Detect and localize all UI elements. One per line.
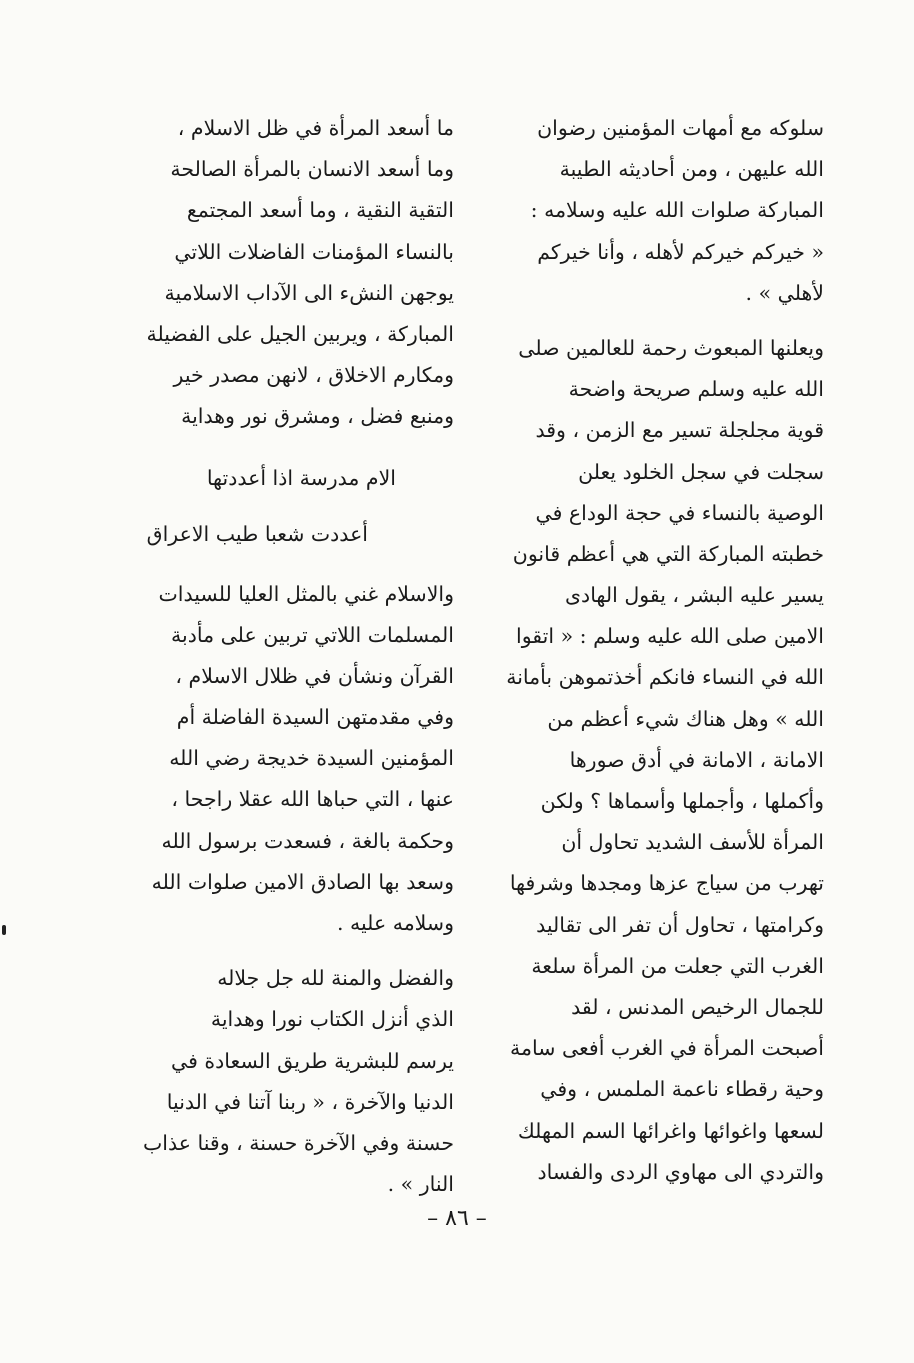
text-line: سلوكه مع أمهات المؤمنين رضوان bbox=[537, 116, 824, 140]
text-line: الدنيا والآخرة ، « ربنا آتنا في الدنيا bbox=[166, 1089, 454, 1114]
right-column bbox=[484, 108, 824, 1193]
text-line: قوية مجلجلة تسير مع الزمن ، وقد bbox=[535, 418, 824, 443]
text-line: وسلامه عليه . bbox=[336, 911, 454, 935]
text-line: ويعلنها المبعوث رحمة للعالمين صلى bbox=[518, 335, 824, 360]
text-line: للجمال الرخيص المدنس ، لقد bbox=[571, 994, 824, 1019]
text-line: الغرب التي جعلت من المرأة سلعة bbox=[531, 953, 824, 978]
text-line: لأهلي » . bbox=[745, 280, 824, 305]
text-line: الامانة ، الامانة في أدق صورها bbox=[569, 747, 824, 772]
page-number: – ٨٦ – bbox=[427, 1206, 487, 1231]
text-line: ما أسعد المرأة في ظل الاسلام ، bbox=[177, 116, 454, 140]
text-line: وأكملها ، وأجملها وأسماها ؟ ولكن bbox=[540, 789, 824, 813]
text-line: « خيركم خيركم لأهله ، وأنا خيركم bbox=[537, 239, 824, 264]
text-line: لسعها واغوائها واغرائها السم المهلك bbox=[517, 1118, 824, 1143]
text-line: المرأة للأسف الشديد تحاول أن bbox=[561, 830, 824, 855]
text-line: وحية رقطاء ناعمة الملمس ، وفي bbox=[540, 1077, 824, 1102]
text-line: بالنساء المؤمنات الفاضلات اللاتي bbox=[174, 239, 454, 264]
text-line: وحكمة بالغة ، فسعدت برسول الله bbox=[161, 828, 454, 853]
text-line: ومكارم الاخلاق ، لانهن مصدر خير bbox=[173, 363, 454, 388]
margin-mark bbox=[2, 925, 6, 935]
paragraph bbox=[104, 108, 454, 438]
text-line: وفي مقدمتهن السيدة الفاضلة أم bbox=[176, 705, 454, 730]
text-line: يرسم للبشرية طريق السعادة في bbox=[171, 1048, 454, 1073]
text-line: الامين صلى الله عليه وسلم : « اتقوا bbox=[516, 624, 824, 649]
text-line: والتردي الى مهاوي الردى والفساد bbox=[537, 1159, 824, 1184]
paragraph bbox=[104, 958, 454, 1205]
text-line: سجلت في سجل الخلود يعلن bbox=[578, 459, 824, 484]
text-line: المباركة ، ويربين الجيل على الفضيلة bbox=[146, 321, 454, 346]
text-line: أصبحت المرأة في الغرب أفعى سامة bbox=[510, 1036, 824, 1061]
text-line: الله عليهن ، ومن أحاديثه الطيبة bbox=[559, 157, 824, 182]
text-line: المسلمات اللاتي تربين على مأدبة bbox=[171, 622, 454, 647]
text-line: الوصية بالنساء في حجة الوداع في bbox=[535, 500, 824, 525]
left-column bbox=[104, 108, 454, 1205]
text-line: التقية النقية ، وما أسعد المجتمع bbox=[186, 198, 454, 223]
text-line: والفضل والمنة لله جل جلاله bbox=[217, 966, 454, 991]
verse-line: الام مدرسة اذا أعددتها bbox=[206, 465, 396, 490]
text-line: الله عليه وسلم صريحة واضحة bbox=[568, 377, 824, 402]
text-line: الذي أنزل الكتاب نورا وهداية bbox=[210, 1007, 454, 1032]
text-line: وكرامتها ، تحاول أن تفر الى تقاليد bbox=[536, 912, 824, 937]
text-line: الله في النساء فانكم أخذتموهن بأمانة bbox=[506, 665, 824, 690]
paragraph bbox=[484, 328, 824, 1193]
text-line: النار » . bbox=[387, 1172, 454, 1197]
text-line: عنها ، التي حباها الله عقلا راجحا ، bbox=[171, 787, 454, 812]
text-line: المباركة صلوات الله عليه وسلامه : bbox=[530, 198, 824, 223]
text-line: يوجهن النشء الى الآداب الاسلامية bbox=[164, 280, 454, 305]
text-line: يسير عليه البشر ، يقول الهادى bbox=[565, 583, 824, 608]
text-line: خطبته المباركة التي هي أعظم قانون bbox=[512, 541, 824, 566]
poem-verse bbox=[104, 450, 454, 562]
text-line: حسنة وفي الآخرة حسنة ، وقنا عذاب bbox=[142, 1130, 454, 1155]
text-line: والاسلام غني بالمثل العليا للسيدات bbox=[158, 581, 454, 606]
text-line: ومنبع فضل ، ومشرق نور وهداية bbox=[181, 404, 454, 429]
text-line: وسعد بها الصادق الامين صلوات الله bbox=[151, 869, 454, 894]
paragraph bbox=[104, 574, 454, 945]
text-line: القرآن ونشأن في ظلال الاسلام ، bbox=[175, 663, 454, 688]
verse-line: أعددت شعبا طيب الاعراق bbox=[146, 521, 368, 546]
text-line: المؤمنين السيدة خديجة رضي الله bbox=[169, 746, 454, 771]
text-line: تهرب من سياج عزها ومجدها وشرفها bbox=[509, 871, 824, 896]
paragraph bbox=[484, 108, 824, 314]
text-line: الله » وهل هناك شيء أعظم من bbox=[547, 706, 824, 731]
text-line: وما أسعد الانسان بالمرأة الصالحة bbox=[170, 157, 454, 182]
